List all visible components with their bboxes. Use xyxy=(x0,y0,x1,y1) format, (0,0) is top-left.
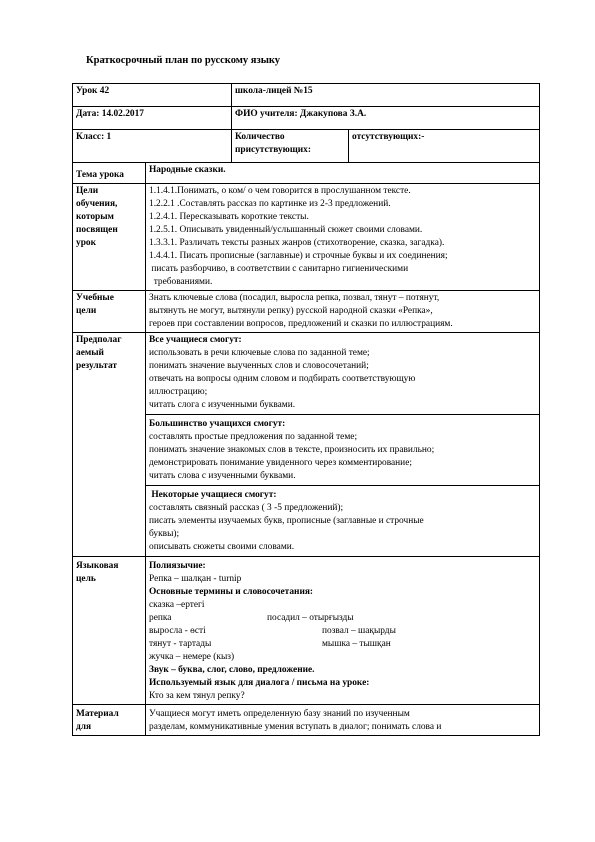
language-label-line: цель xyxy=(76,574,96,584)
results-content xyxy=(146,333,540,557)
dialog-head: Используемый язык для диалога / письма на уроке: xyxy=(149,678,370,688)
goal-item: 1.1.4.1.Понимать, о ком/ о чем говорится в прослушанном тексте. xyxy=(149,186,411,196)
results-some-head: Некоторые учащиеся смогут: xyxy=(149,490,277,500)
polyglot-line: Репка – шалқан - turnip xyxy=(149,574,242,584)
materials-line: Учащиеся могут иметь определенную базу знаний по изученным xyxy=(149,709,410,719)
materials-label xyxy=(73,705,146,736)
learning-label-line: Учебные xyxy=(76,293,114,303)
results-all-head: Все учащиеся смогут: xyxy=(149,335,242,345)
results-some-line: составлять связный рассказ ( 3 -5 предложений); xyxy=(149,503,344,513)
results-all-line: использовать в речи ключевые слова по заданной теме; xyxy=(149,348,370,358)
results-all xyxy=(146,333,539,415)
materials-label-line: для xyxy=(76,722,92,732)
vocab-pair xyxy=(149,625,536,638)
results-all-line: отвечать на вопросы одним словом и подбирать соответствующую xyxy=(149,374,416,384)
results-most-head: Большинство учащихся смогут: xyxy=(149,419,286,429)
row-results xyxy=(73,333,540,557)
vocab-left: сказка –ертегі xyxy=(149,600,205,610)
goals-label xyxy=(73,184,146,291)
vocab-right: посадил – отырғызды xyxy=(267,613,354,623)
language-content xyxy=(146,557,540,705)
vocab-left: жучка – немере (кыз) xyxy=(149,652,235,662)
dialog-line: Кто за кем тянул репку? xyxy=(149,691,245,701)
vocab-right: позвал – шақырды xyxy=(322,626,396,636)
results-some-line: буквы); xyxy=(149,529,180,539)
topic-label: Тема урока xyxy=(73,163,146,184)
sounds-line: Звук – буква, слог, слово, предложение. xyxy=(149,665,315,675)
goal-item: 1.4.4.1. Писать прописные (заглавные) и строчные буквы и их соединения; xyxy=(149,251,448,261)
vocab-pair xyxy=(149,599,536,612)
goals-label-line: Цели xyxy=(76,186,99,196)
results-all-line: читать слога с изученными буквами. xyxy=(149,400,296,410)
present-count: Количество присутствующих: xyxy=(232,130,349,163)
topic-value: Народные сказки. xyxy=(146,163,540,184)
goal-item: 1.2.4.1. Пересказывать короткие тексты. xyxy=(149,212,309,222)
learning-line: Знать ключевые слова (посадил, выросла репка, позвал, тянут – потянут, xyxy=(149,293,440,303)
teacher-name: ФИО учителя: Джакупова З.А. xyxy=(232,107,540,130)
goal-item: 1.3.3.1. Различать тексты разных жанров (стихотворение, сказка, загадка). xyxy=(149,238,445,248)
results-most-line: составлять простые предложения по заданной теме; xyxy=(149,432,358,442)
results-most xyxy=(146,415,539,486)
document-title: Краткосрочный план по русскому языку xyxy=(86,55,281,66)
learning-label-line: цели xyxy=(76,306,97,316)
goals-label-line: посвящен xyxy=(76,225,118,235)
goals-label-line: урок xyxy=(76,238,96,248)
row-language xyxy=(73,557,540,705)
results-some-line: описывать сюжеты своими словами. xyxy=(149,542,295,552)
lesson-number: Урок 42 xyxy=(73,84,232,107)
learning-goals xyxy=(146,291,540,333)
results-most-line: читать слова с изученными буквами. xyxy=(149,471,296,481)
materials-line: разделам, коммуникативные умения вступать в диалог; понимать слова и xyxy=(149,722,442,732)
results-all-line: понимать значение выученных слов и словосочетаний; xyxy=(149,361,369,371)
absent-count: отсутствующих:- xyxy=(349,130,540,163)
materials-label-line: Материал xyxy=(76,709,119,719)
goal-item: 1.2.2.1 .Составлять рассказ по картинке из 2-3 предложений. xyxy=(149,199,391,209)
polyglot-head: Полиязычие: xyxy=(149,561,206,571)
terms-head: Основные термины и словосочетания: xyxy=(149,587,314,597)
language-label xyxy=(73,557,146,705)
results-all-line: иллюстрацию; xyxy=(149,387,208,397)
results-most-line: понимать значение знакомых слов в тексте, произносить их правильно; xyxy=(149,445,435,455)
materials-content xyxy=(146,705,540,736)
row-learning xyxy=(73,291,540,333)
results-most-line: демонстрировать понимание увиденного через комментирование; xyxy=(149,458,412,468)
vocab-right: мышка – тышқан xyxy=(322,639,391,649)
vocab-left: репка xyxy=(149,613,172,623)
row-date xyxy=(73,107,540,130)
learning-line: вытянуть не могут, вытянули репку) русской народной сказки «Репка», xyxy=(149,306,433,316)
row-class xyxy=(73,130,540,163)
results-label-line: аемый xyxy=(76,348,104,358)
row-topic xyxy=(73,163,540,184)
row-goals xyxy=(73,184,540,291)
language-label-line: Языковая xyxy=(76,561,119,571)
lesson-date: Дата: 14.02.2017 xyxy=(73,107,232,130)
row-materials xyxy=(73,705,540,736)
goal-item: 1.2.5.1. Описывать увиденный/услышанный сюжет своими словами. xyxy=(149,225,423,235)
goals-label-line: которым xyxy=(76,212,114,222)
results-label xyxy=(73,333,146,557)
goals-list xyxy=(146,184,540,291)
goals-label-line: обучения, xyxy=(76,199,118,209)
vocab-left: выросла - өсті xyxy=(149,626,206,636)
results-label-line: Предполаг xyxy=(76,335,122,345)
lesson-plan-table xyxy=(72,83,540,736)
class-number: Класс: 1 xyxy=(73,130,232,163)
results-some xyxy=(146,486,539,556)
vocab-pair xyxy=(149,651,536,664)
goal-item: требованиями. xyxy=(149,277,213,287)
row-lesson xyxy=(73,84,540,107)
results-some-line: писать элементы изучаемых букв, прописные (заглавные и строчные xyxy=(149,516,424,526)
learning-label xyxy=(73,291,146,333)
results-label-line: результат xyxy=(76,361,118,371)
vocab-pair xyxy=(149,638,536,651)
vocab-left: тянут - тартады xyxy=(149,639,212,649)
goal-item: писать разборчиво, в соответствии с санитарно гигиеническими xyxy=(149,264,409,274)
vocab-pair xyxy=(149,612,536,625)
learning-line: героев при составлении вопросов, предложений и сказки по иллюстрациям. xyxy=(149,319,453,329)
school-name: школа-лицей №15 xyxy=(232,84,540,107)
